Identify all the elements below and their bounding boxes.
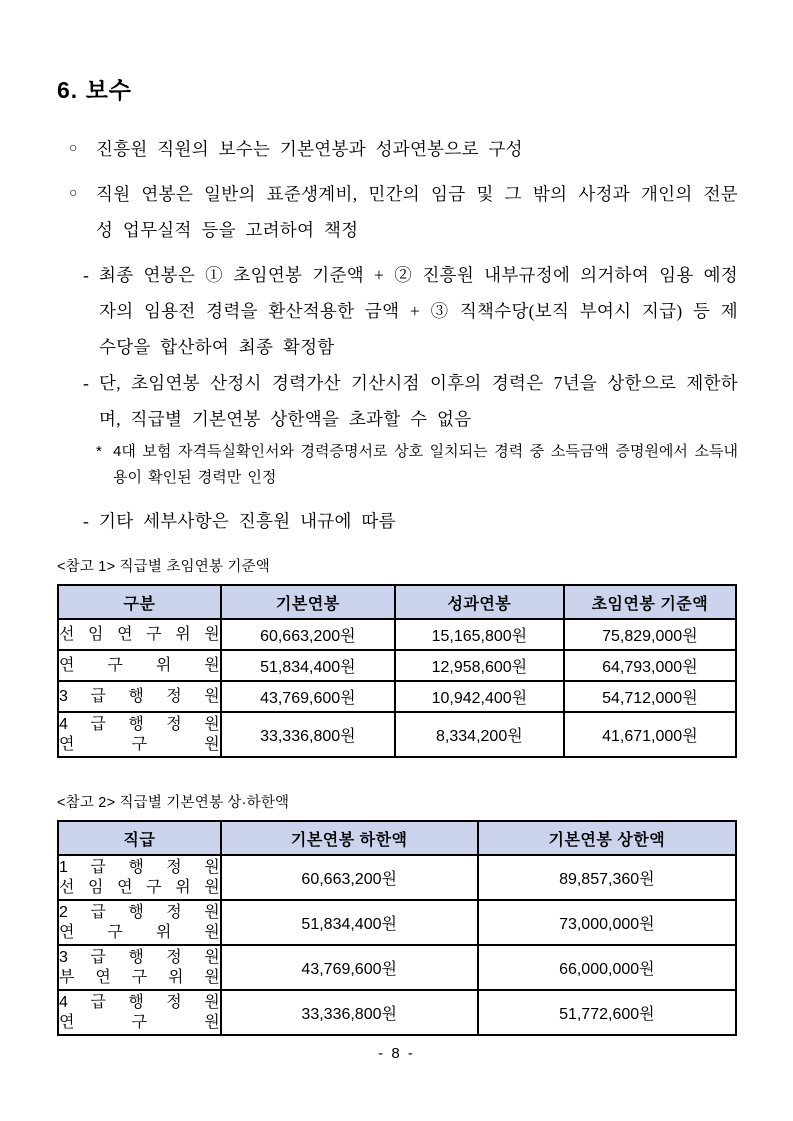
table-row [58, 900, 736, 945]
grade-cell: 1 급 행 정 원 선 임 연 구 위 원 [58, 855, 221, 900]
ref2-table [57, 820, 737, 1036]
upper-limit-cell: 89,857,360원 [478, 855, 736, 900]
bullet-item [57, 176, 738, 248]
dash-bullet-icon: - [83, 265, 90, 285]
base-salary-cell: 43,769,600원 [221, 681, 395, 712]
bullet-text: 진흥원 직원의 보수는 기본연봉과 성과연봉으로 구성 [96, 139, 523, 159]
grade-cell: 4 급 행 정 원 연 구 원 [58, 712, 221, 757]
table-row [58, 712, 736, 757]
initial-salary-cell: 75,829,000원 [564, 619, 736, 650]
dash-text: 최종 연봉은 ① 초임연봉 기준액 + ② 진흥원 내부규정에 의거하여 임용 예정자의 임용전 경력을 환산적용한 금액 + ③ 직책수당(보직 부여시 지급) 등 제수당을 합산하여 최종 확정함 [99, 265, 738, 357]
column-header: 초임연봉 기준액 [564, 585, 736, 619]
circle-bullet-icon: ○ [69, 141, 78, 156]
lower-limit-cell: 60,663,200원 [221, 855, 478, 900]
footnote-text: 4대 보험 자격득실확인서와 경력증명서로 상호 일치되는 경력 중 소득금액 증명원에서 소득내용이 확인된 경력만 인정 [113, 443, 738, 486]
grade-cell: 3 급 행 정 원 부 연 구 위 원 [58, 945, 221, 990]
dash-item [57, 257, 738, 365]
grade-cell: 선 임 연 구 위 원 [58, 619, 221, 650]
column-header: 기본연봉 상한액 [478, 821, 736, 855]
dash-item [57, 503, 738, 539]
upper-limit-cell: 66,000,000원 [478, 945, 736, 990]
dash-text: 단, 초임연봉 산정시 경력가산 기산시점 이후의 경력은 7년을 상한으로 제한하며, 직급별 기본연봉 상한액을 초과할 수 없음 [99, 373, 738, 429]
initial-salary-cell: 54,712,000원 [564, 681, 736, 712]
upper-limit-cell: 73,000,000원 [478, 900, 736, 945]
dash-item [57, 365, 738, 437]
lower-limit-cell: 33,336,800원 [221, 990, 478, 1035]
table-row [58, 619, 736, 650]
dash-bullet-icon: - [83, 511, 90, 531]
column-header: 구분 [58, 585, 221, 619]
table-row [58, 681, 736, 712]
performance-salary-cell: 12,958,600원 [395, 650, 564, 681]
asterisk-icon: * [96, 443, 102, 460]
dash-text: 기타 세부사항은 진흥원 내규에 따름 [99, 511, 396, 531]
grade-cell: 연 구 위 원 [58, 650, 221, 681]
base-salary-cell: 33,336,800원 [221, 712, 395, 757]
ref1-table [57, 584, 737, 758]
performance-salary-cell: 10,942,400원 [395, 681, 564, 712]
initial-salary-cell: 64,793,000원 [564, 650, 736, 681]
bullet-item [57, 131, 738, 167]
grade-cell: 2 급 행 정 원 연 구 위 원 [58, 900, 221, 945]
grade-cell: 3 급 행 정 원 [58, 681, 221, 712]
section-title: 6. 보수 [57, 77, 133, 103]
column-header: 성과연봉 [395, 585, 564, 619]
grade-cell: 4 급 행 정 원 연 구 원 [58, 990, 221, 1035]
table-row [58, 650, 736, 681]
base-salary-cell: 51,834,400원 [221, 650, 395, 681]
dash-bullet-icon: - [83, 373, 90, 393]
performance-salary-cell: 8,334,200원 [395, 712, 564, 757]
circle-bullet-icon: ○ [69, 186, 78, 201]
table-row [58, 990, 736, 1035]
initial-salary-cell: 41,671,000원 [564, 712, 736, 757]
upper-limit-cell: 51,772,600원 [478, 990, 736, 1035]
column-header: 기본연봉 [221, 585, 395, 619]
document-page [57, 72, 738, 1036]
column-header: 직급 [58, 821, 221, 855]
table-row [58, 945, 736, 990]
ref2-caption: <참고 2> 직급별 기본연봉 상·하한액 [57, 795, 290, 811]
table-header-row [58, 821, 736, 855]
column-header: 기본연봉 하한액 [221, 821, 478, 855]
bullet-text: 직원 연봉은 일반의 표준생계비, 민간의 임금 및 그 밖의 사정과 개인의 전문성 업무실적 등을 고려하여 책정 [96, 184, 738, 240]
lower-limit-cell: 43,769,600원 [221, 945, 478, 990]
lower-limit-cell: 51,834,400원 [221, 900, 478, 945]
footnote-item [57, 439, 738, 491]
page-number: - 8 - [378, 1045, 415, 1062]
ref1-caption: <참고 1> 직급별 초임연봉 기준액 [57, 559, 270, 575]
table-row [58, 855, 736, 900]
base-salary-cell: 60,663,200원 [221, 619, 395, 650]
table-header-row [58, 585, 736, 619]
performance-salary-cell: 15,165,800원 [395, 619, 564, 650]
